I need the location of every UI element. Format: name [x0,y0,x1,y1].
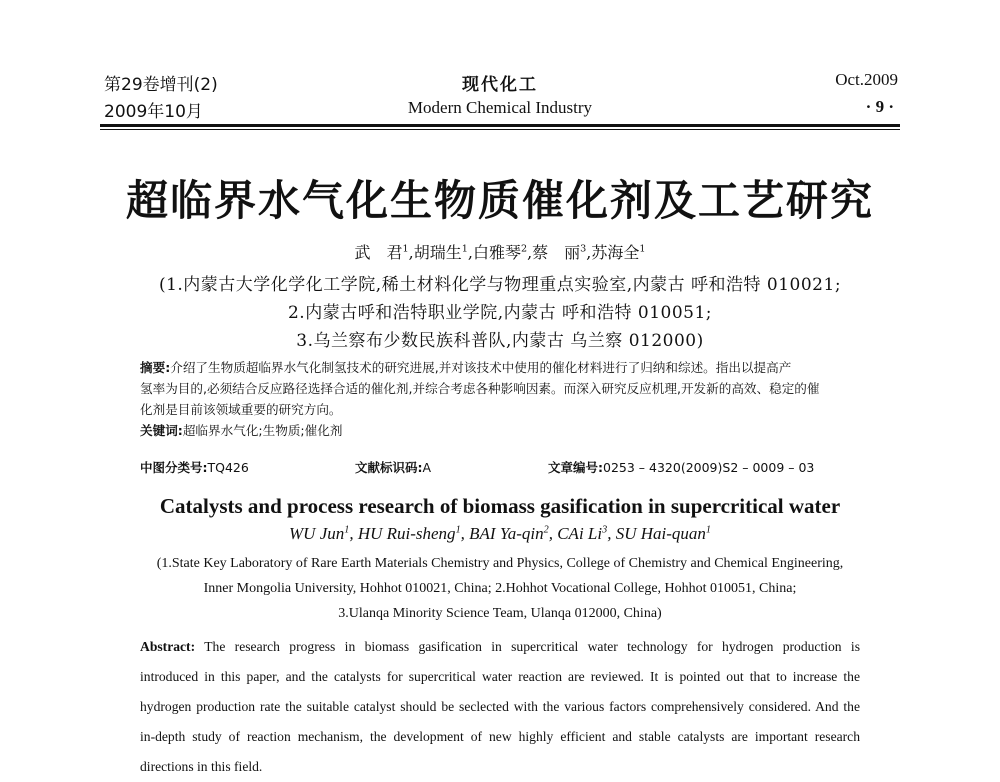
document-code: 文献标识码:A [355,460,432,475]
volume-issue: 第29卷增刊(2) [104,75,218,95]
header-rule-thin [100,129,900,130]
author-en: HU Rui-sheng$^1$ [357,524,461,543]
paper-title-en: Catalysts and process research of biomass gasification in supercritical water [159,494,841,518]
affiliation-en-2: Inner Mongolia University, Hohhot 010021, China; 2.Hohhot Vocational College, Hohhot 010051, China; [203,581,797,596]
abstract-en-line: introduced in this paper, and the catalysts for supercritical water reaction are reviewed. It is pointed out that to increase the [140,669,860,684]
keywords-cn-label: 关键词: [140,423,183,438]
affiliation-cn-2: 2.内蒙古呼和浩特职业学院,内蒙古 呼和浩特 010051; [287,303,713,323]
publication-date-cn: 2009年10月 [104,102,203,122]
abstract-en-line: directions in this field. [140,759,263,774]
journal-name-en: Modern Chemical Industry [407,98,593,117]
abstract-en-line: Abstract: The research progress in biomass gasification in supercritical water technology for hydrogen production is [140,639,860,654]
affiliation-en-1: (1.State Key Laboratory of Rare Earth Materials Chemistry and Physics, College of Chemistry and Chemical Engineering, [156,556,844,571]
author-en: BAI Ya-qin$^2$ [469,524,549,543]
header-rule-thick [100,124,900,127]
author-cn: 武 君$^1$ [354,243,409,262]
author-list-cn: 武 君$^1$,胡瑞生$^1$,白雅琴$^2$,蔡 丽$^3$,苏海全$^1$ [354,243,646,262]
author-cn: 蔡 丽$^3$ [532,243,587,262]
abstract-en-label: Abstract: [140,639,196,654]
abstract-cn-line: 氢率为目的,必须结合反应路径选择合适的催化剂,并综合考虑各种影响因素。而深入研究反应机理,开发新的高效、稳定的催 [140,381,820,396]
affiliation-cn-1: (1.内蒙古大学化学化工学院,稀土材料化学与物理重点实验室,内蒙古 呼和浩特 010021; [158,275,842,295]
affiliation-en-3: 3.Ulanqa Minority Science Team, Ulanqa 012000, China) [338,606,662,621]
abstract-cn-line: 摘要:介绍了生物质超临界水气化制氢技术的研究进展,并对该技术中使用的催化材料进行了归纳和综述。指出以提高产 [140,360,792,375]
author-en: CAi Li$^3$ [557,524,608,543]
journal-name-cn: 现代化工 [462,75,538,95]
abstract-cn [140,357,860,441]
affiliation-cn-3: 3.乌兰察布少数民族科普队,内蒙古 乌兰察 012000) [296,331,704,351]
abstract-cn-label: 摘要: [140,360,171,375]
author-cn: 白雅琴$^2$ [472,243,528,262]
author-list-en: WU Jun$^1$, HU Rui-sheng$^1$, BAI Ya-qin$^2$, CAi Li$^3$, SU Hai-quan$^1$ [289,524,711,543]
article-number: 文章编号:0253 – 4320(2009)S2 – 0009 – 03 [548,460,815,475]
publication-date-en: Oct.2009 [835,70,898,89]
author-cn: 胡瑞生$^1$ [413,243,468,262]
page-number: · 9 · [865,97,894,116]
clc-number: 中图分类号:TQ426 [140,460,249,475]
author-cn: 苏海全$^1$ [591,243,646,262]
keywords-cn: 关键词:超临界水气化;生物质;催化剂 [140,423,343,438]
paper-title-cn: 超临界水气化生物质催化剂及工艺研究 [125,176,874,225]
abstract-en-line: in-depth study of reaction mechanism, the development of new highly efficient and stable catalysts are important research [140,729,860,744]
author-en: SU Hai-quan$^1$ [615,524,711,543]
abstract-en-line: hydrogen production rate the suitable catalyst should be seclected with the various factors comprehensively considered. And the [140,699,860,714]
abstract-cn-line: 化剂是目前该领域重要的研究方向。 [140,402,342,417]
author-en: WU Jun$^1$ [289,524,350,543]
